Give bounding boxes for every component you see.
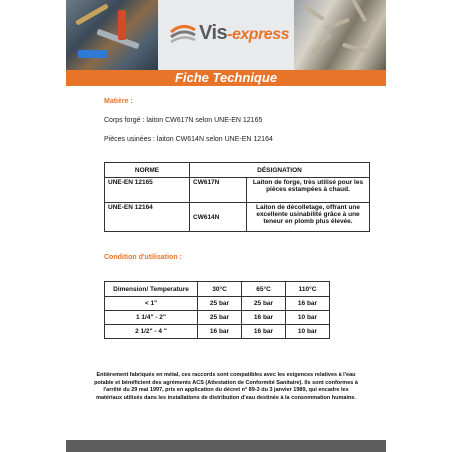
header-30c: 30°C xyxy=(198,282,242,297)
cell-dimension: 2 1/2" - 4 " xyxy=(105,325,198,339)
table-row xyxy=(105,311,330,325)
matiere-line-2: Pièces usinées : laiton CW614N selon UNE-EN 12164 xyxy=(104,136,273,143)
cell-value: 16 bar xyxy=(242,325,286,339)
cell-desc: Laiton de forge, très utilisé pour les pièces estampées à chaud. xyxy=(247,178,370,203)
table-row xyxy=(105,325,330,339)
header-designation: DÉSIGNATION xyxy=(190,163,370,178)
header-110c: 110°C xyxy=(286,282,330,297)
screws-photo xyxy=(294,0,386,70)
header xyxy=(66,0,386,70)
cell-value: 25 bar xyxy=(242,297,286,311)
matiere-line-1: Corps forgé : laiton CW617N selon UNE-EN 12165 xyxy=(104,117,263,124)
cell-value: 25 bar xyxy=(198,311,242,325)
norm-table xyxy=(104,162,370,232)
logo-suffix: -express xyxy=(227,26,289,43)
page-title: Fiche Technique xyxy=(174,70,278,85)
logo-text xyxy=(199,22,289,45)
table-row xyxy=(105,297,330,311)
table-row xyxy=(105,178,370,203)
conditions-header xyxy=(105,282,330,297)
cell-code: CW617N xyxy=(190,178,247,203)
cell-value: 16 bar xyxy=(198,325,242,339)
cell-code: CW614N xyxy=(190,203,247,232)
cell-value: 10 bar xyxy=(286,311,330,325)
cell-dimension: < 1" xyxy=(105,297,198,311)
header-dimension: Dimension/ Temperature xyxy=(105,282,198,297)
matiere-heading: Matière : xyxy=(104,98,133,105)
cell-dimension: 1 1/4" - 2" xyxy=(105,311,198,325)
header-norme: NORME xyxy=(105,163,190,178)
conditions-heading: Condition d'utilisation : xyxy=(104,254,182,261)
logo-name: Vis xyxy=(199,22,228,44)
cell-desc: Laiton de décolletage, offrant une excellente usinabilité grâce à une teneur en plomb plus élevée. xyxy=(247,203,370,232)
norm-table-header xyxy=(105,163,370,178)
cell-norme: UNE-EN 12164 xyxy=(105,203,190,232)
header-65c: 65°C xyxy=(242,282,286,297)
cell-value: 10 bar xyxy=(286,325,330,339)
footer-bar xyxy=(66,440,386,452)
cell-value: 16 bar xyxy=(286,297,330,311)
cell-value: 16 bar xyxy=(242,311,286,325)
title-banner xyxy=(66,70,386,86)
tools-photo xyxy=(66,0,158,70)
table-row xyxy=(105,203,370,232)
cell-value: 25 bar xyxy=(198,297,242,311)
conditions-table xyxy=(104,281,330,339)
cell-norme: UNE-EN 12165 xyxy=(105,178,190,203)
compliance-note: Entièrement fabriqués en métal, ces raccords sont compatibles avec les exigences relatives à l'eau potable et bénéficient des agréments ACS (Attestation de Conformité Sanitaire). Ils sont conformes à l'arrêté du 29 mai 1997, pris en application du décret n° 89-3 du 3 janvier 1989, qui encadre les matériaux utilisés dans les installations de distribution d'eau destinée à la consommation humaine. xyxy=(94,372,358,401)
swoosh-icon xyxy=(169,20,197,48)
